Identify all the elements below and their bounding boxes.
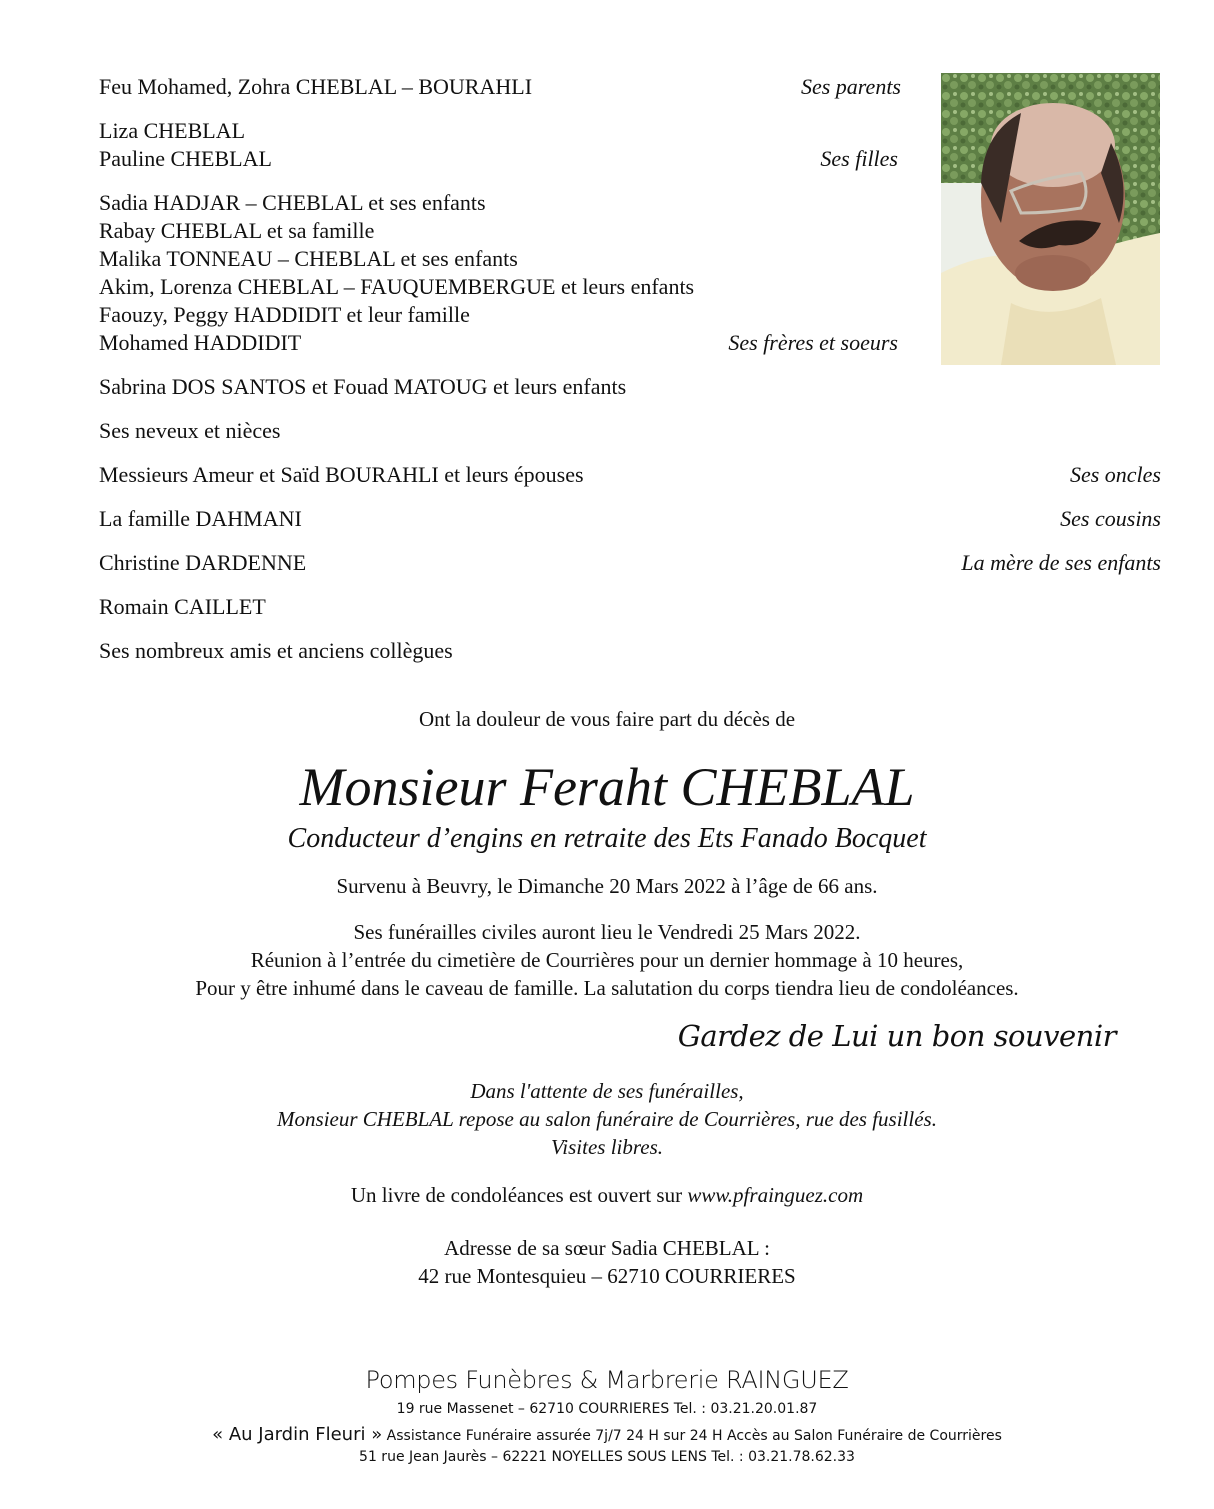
condolence-url-link[interactable]: www.pfrainguez.com xyxy=(687,1183,864,1207)
resting-line: Dans l'attente de ses funérailles, xyxy=(470,1079,744,1103)
resting-line: Monsieur CHEBLAL repose au salon funéraire de Courrières, rue des fusillés. xyxy=(277,1107,937,1131)
family-name: Feu Mohamed, Zohra CHEBLAL – BOURAHLI xyxy=(99,74,533,99)
family-name: Pauline CHEBLAL xyxy=(99,146,272,171)
family-name: Liza CHEBLAL xyxy=(99,118,246,143)
funeral-details xyxy=(0,918,1214,1002)
family-name: Akim, Lorenza CHEBLAL – FAUQUEMBERGUE et leurs enfants xyxy=(99,274,695,299)
family-name: La famille DAHMANI xyxy=(99,506,302,531)
address-line: Adresse de sa sœur Sadia CHEBLAL : xyxy=(444,1236,770,1260)
company-name: Pompes Funèbres & Marbrerie RAINGUEZ xyxy=(365,1366,849,1394)
announcement-intro: Ont la douleur de vous faire part du décès de xyxy=(418,707,796,731)
family-name: Romain CAILLET xyxy=(99,594,266,619)
portrait-photo xyxy=(941,73,1160,365)
branch-services: Assistance Funéraire assurée 7j/7 24 H sur 24 H Accès au Salon Funéraire de Courrières xyxy=(386,1428,1002,1444)
motto: Gardez de Lui un bon souvenir xyxy=(677,1019,1116,1053)
resting-info xyxy=(0,1077,1214,1161)
resting-line: Visites libres. xyxy=(551,1135,663,1159)
family-name: Faouzy, Peggy HADDIDIT et leur famille xyxy=(99,302,470,327)
family-name: Christine DARDENNE xyxy=(99,550,307,575)
sister-address xyxy=(0,1234,1214,1290)
occupation: Conducteur d’engins en retraite des Ets Fanado Bocquet xyxy=(287,823,927,854)
family-name: Sabrina DOS SANTOS et Fouad MATOUG et leurs enfants xyxy=(99,374,627,399)
relationship-label: Ses frères et soeurs xyxy=(728,330,898,355)
relationship-label: Ses filles xyxy=(820,146,898,171)
relationship-label: La mère de ses enfants xyxy=(961,550,1161,575)
death-info: Survenu à Beuvry, le Dimanche 20 Mars 2022 à l’âge de 66 ans. xyxy=(336,874,878,898)
condolence-info xyxy=(0,1183,1214,1208)
relationship-label: Ses cousins xyxy=(1060,506,1161,531)
family-name: Sadia HADJAR – CHEBLAL et ses enfants xyxy=(99,190,486,215)
relationship-label: Ses oncles xyxy=(1069,462,1161,487)
family-name: Malika TONNEAU – CHEBLAL et ses enfants xyxy=(99,246,518,271)
branch-address: 51 rue Jean Jaurès – 62221 NOYELLES SOUS LENS Tel. : 03.21.78.62.33 xyxy=(359,1449,855,1465)
address-line: 42 rue Montesquieu – 62710 COURRIERES xyxy=(418,1264,796,1288)
family-name: Messieurs Ameur et Saïd BOURAHLI et leurs épouses xyxy=(99,462,584,487)
funeral-line: Réunion à l’entrée du cimetière de Courrières pour un dernier hommage à 10 heures, xyxy=(250,948,964,972)
family-name: Ses nombreux amis et anciens collègues xyxy=(99,638,453,663)
family-name: Ses neveux et nièces xyxy=(99,418,281,443)
branch-info xyxy=(0,1424,1214,1445)
company-address: 19 rue Massenet – 62710 COURRIERES Tel. : 03.21.20.01.87 xyxy=(396,1401,818,1417)
relationship-label: Ses parents xyxy=(800,74,901,99)
family-name: Mohamed HADDIDIT xyxy=(99,330,302,355)
portrait-icon xyxy=(941,73,1160,365)
family-name: Rabay CHEBLAL et sa famille xyxy=(99,218,375,243)
funeral-line: Pour y être inhumé dans le caveau de famille. La salutation du corps tiendra lieu de condoléances. xyxy=(195,976,1019,1000)
branch-name: « Au Jardin Fleuri » xyxy=(212,1424,383,1445)
funeral-line: Ses funérailles civiles auront lieu le Vendredi 25 Mars 2022. xyxy=(353,920,861,944)
deceased-name: Monsieur Feraht CHEBLAL xyxy=(299,757,915,817)
condolence-text: Un livre de condoléances est ouvert sur xyxy=(350,1183,683,1207)
